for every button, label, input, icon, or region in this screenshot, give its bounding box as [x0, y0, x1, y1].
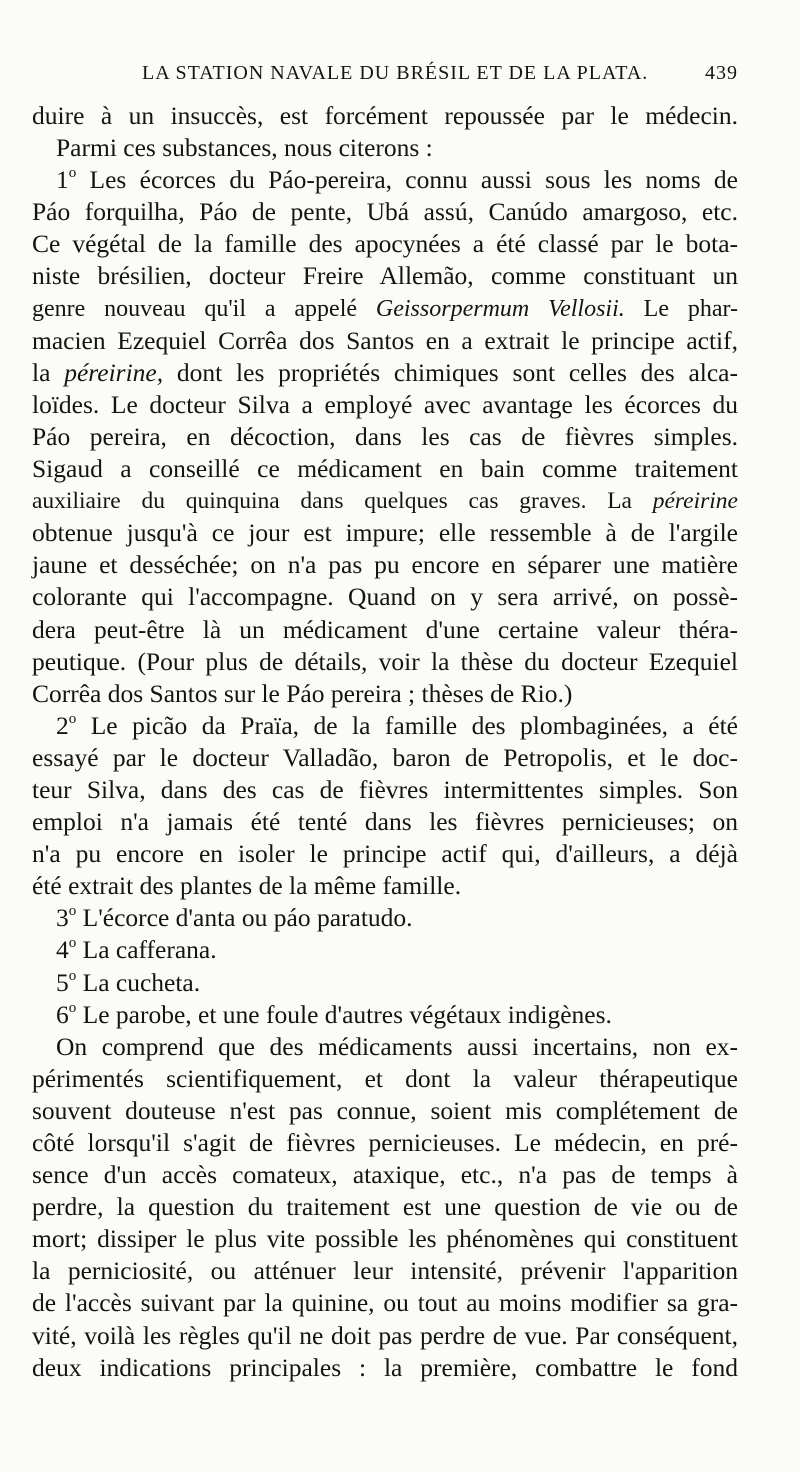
italic-term: péreirine,	[64, 357, 164, 387]
text-line: de l'accès suivant par la quinine, ou tout au moins modifier sa gra-	[32, 1288, 738, 1318]
text-line: genre nouveau qu'il a appelé Geissorpermum Vellosii. Le phar-	[32, 295, 738, 322]
text-line: 5$^o$ La cucheta.	[56, 967, 201, 997]
text-line: jaune et desséchée; on n'a pas pu encore en séparer une matière	[32, 550, 738, 580]
text-line: sence d'un accès comateux, ataxique, etc., n'a pas de temps à	[32, 1160, 738, 1190]
text-line: obtenue jusqu'à ce jour est impure; elle ressemble à de l'argile	[32, 518, 738, 548]
text-line: souvent douteuse n'est pas connue, soient mis complétement de	[32, 1095, 738, 1125]
body-text	[32, 100, 738, 1384]
text-line: la perniciosité, ou atténuer leur intensité, prévenir l'apparition	[32, 1256, 738, 1286]
text-line: été extrait des plantes de la même famille.	[32, 871, 462, 901]
text-line: teur Silva, dans des cas de fièvres intermittentes simples. Son	[32, 774, 738, 804]
text-line: colorante qui l'accompagne. Quand on y sera arrivé, on possè-	[32, 582, 738, 612]
text-line: Parmi ces substances, nous citerons :	[56, 133, 433, 163]
text-line: dera peut-être là un médicament d'une certaine valeur théra-	[32, 614, 738, 644]
text-line: niste brésilien, docteur Freire Allemão, comme constituant un	[32, 261, 738, 291]
text-line: la péreirine, dont les propriétés chimiques sont celles des alca-	[32, 357, 738, 387]
text-line: côté lorsqu'il s'agit de fièvres pernicieuses. Le médecin, en pré-	[32, 1128, 738, 1157]
text-line: mort; dissiper le plus vite possible les phénomènes qui constituent	[32, 1224, 738, 1254]
text-line: vité, voilà les règles qu'il ne doit pas perdre de vue. Par conséquent,	[32, 1320, 738, 1350]
text-line: duire à un insuccès, est forcément repoussée par le médecin.	[32, 101, 738, 130]
text-line: Sigaud a conseillé ce médicament en bain comme traitement	[32, 454, 738, 484]
text-line: auxiliaire du quinquina dans quelques cas graves. La péreirine	[32, 488, 738, 515]
text-line: Páo pereira, en décoction, dans les cas de fièvres simples.	[32, 421, 738, 451]
page-header	[32, 62, 738, 96]
text-line: Corrêa dos Santos sur le Páo pereira ; thèses de Rio.)	[32, 678, 573, 708]
text-line: Ce végétal de la famille des apocynées a été classé par le bota-	[32, 229, 738, 259]
text-line: 2$^o$ Le picão da Praïa, de la famille des plombaginées, a été	[56, 710, 738, 740]
text-line: On comprend que des médicaments aussi incertains, non ex-	[56, 1031, 738, 1061]
text-line: essayé par le docteur Valladão, baron de Petropolis, et le doc-	[32, 742, 738, 772]
text-line: périmentés scientifiquement, et dont la valeur thérapeutique	[32, 1063, 738, 1093]
italic-term: péreirine	[652, 488, 738, 515]
text-line: deux indications principales : la première, combattre le fond	[32, 1352, 738, 1382]
page-number: 439	[705, 62, 738, 84]
italic-term: Geissorpermum Vellosii.	[375, 295, 625, 322]
text-line: 6$^o$ Le parobe, et une foule d'autres végétaux indigènes.	[56, 999, 612, 1029]
text-line: n'a pu encore en isoler le principe actif qui, d'ailleurs, a déjà	[32, 839, 738, 869]
text-line: emploi n'a jamais été tenté dans les fièvres pernicieuses; on	[32, 807, 738, 837]
text-line: 3$^o$ L'écorce d'anta ou páo paratudo.	[56, 903, 413, 933]
running-title: LA STATION NAVALE DU BRÉSIL ET DE LA PLATA.	[142, 62, 649, 84]
text-line: peutique. (Pour plus de détails, voir la thèse du docteur Ezequiel	[32, 646, 738, 676]
text-line: loïdes. Le docteur Silva a employé avec avantage les écorces du	[32, 389, 738, 419]
text-line: 1$^o$ Les écorces du Páo-pereira, connu aussi sous les noms de	[56, 165, 738, 195]
text-line: macien Ezequiel Corrêa dos Santos en a extrait le principe actif,	[32, 325, 738, 355]
text-line: 4$^o$ La cafferana.	[56, 935, 217, 965]
text-line: Páo forquilha, Páo de pente, Ubá assú, Canúdo amargoso, etc.	[32, 197, 738, 227]
text-line: perdre, la question du traitement est une question de vie ou de	[32, 1192, 738, 1222]
